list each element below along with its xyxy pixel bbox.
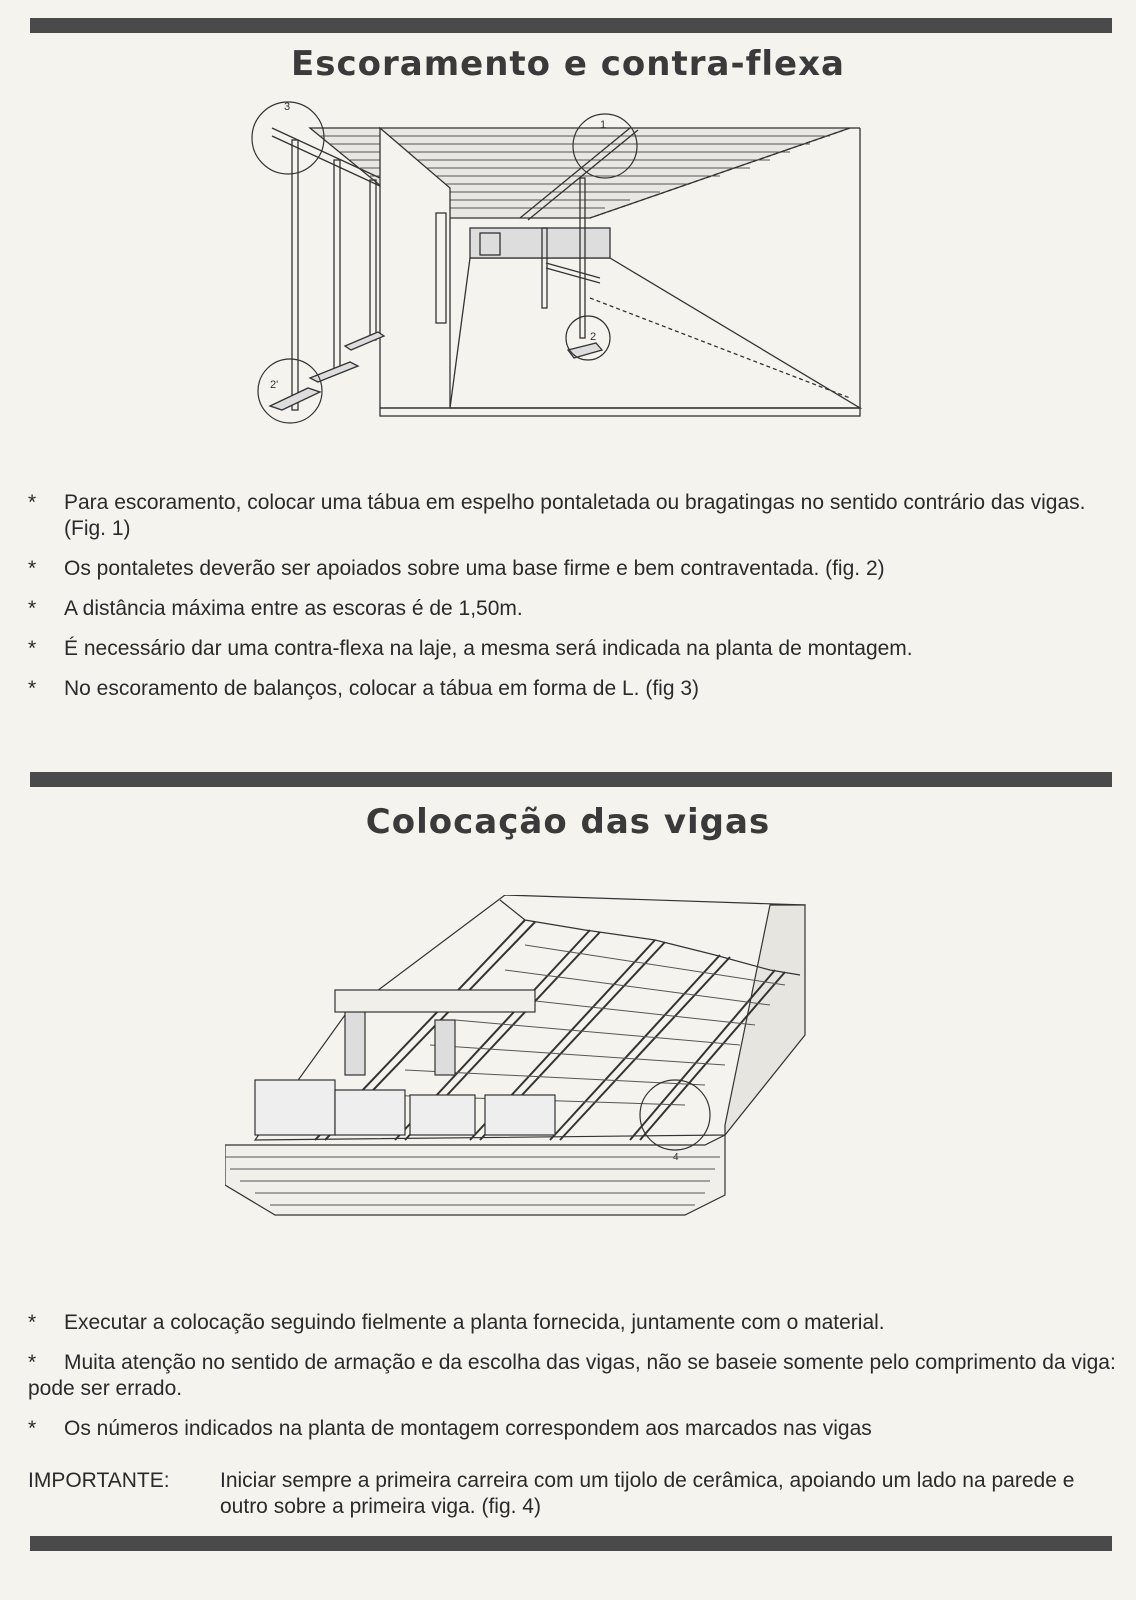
bullet-item: * Executar a colocação seguindo fielmente a planta fornecida, juntamente com o material. [28,1311,885,1334]
important-text: Iniciar sempre a primeira carreira com um tijolo de cerâmica, apoiando um lado na parede e outro sobre a primeira viga. (fig. 4) [220,1469,1075,1518]
bullet-item: * A distância máxima entre as escoras é de 1,50m. [28,597,523,620]
section-title-escoramento: Escoramento e contra-flexa [291,44,845,84]
bullet-item: * Muita atenção no sentido de armação e da escolha das vigas, não se baseie somente pelo comprimento da viga: pode ser errado. [28,1351,1116,1400]
bullet-star: * [28,677,37,700]
bullet-star: * [28,1351,37,1374]
bullet-star: * [28,637,37,660]
callout-4: 4 [673,1152,679,1163]
bullet-star: * [28,597,37,620]
colocacao-bullets [28,1310,1118,1456]
bullet-star: * [28,1417,37,1440]
bottom-rule [30,1536,1112,1551]
bullet-item: * Os pontaletes deverão ser apoiados sobre uma base firme e bem contraventada. (fig. 2) [28,557,885,580]
bullet-item: * No escoramento de balanços, colocar a tábua em forma de L. (fig 3) [28,677,700,700]
top-rule [30,18,1112,33]
callout-1: 1 [600,119,607,131]
bullet-item: * Para escoramento, colocar uma tábua em espelho pontaletada ou bragatingas no sentido contrário das vigas. (Fig. 1) [28,491,1086,540]
important-note [28,1468,1118,1520]
shoring-figure [250,88,880,448]
callout-2: 2 [590,331,597,343]
bullet-item: * Os números indicados na planta de montagem correspondem aos marcados nas vigas [28,1417,872,1440]
important-label: IMPORTANTE: [28,1469,170,1492]
section-title-colocacao: Colocação das vigas [365,802,771,842]
bullet-star: * [28,557,37,580]
escoramento-bullets [28,490,1118,716]
callout-2-prime: 2' [270,379,279,391]
bullet-star: * [28,1311,37,1334]
middle-rule [30,772,1112,787]
bullet-star: * [28,491,37,514]
beams-figure [225,895,815,1250]
bullet-item: * É necessário dar uma contra-flexa na laje, a mesma será indicada na planta de montagem. [28,637,913,660]
callout-3: 3 [284,101,291,113]
